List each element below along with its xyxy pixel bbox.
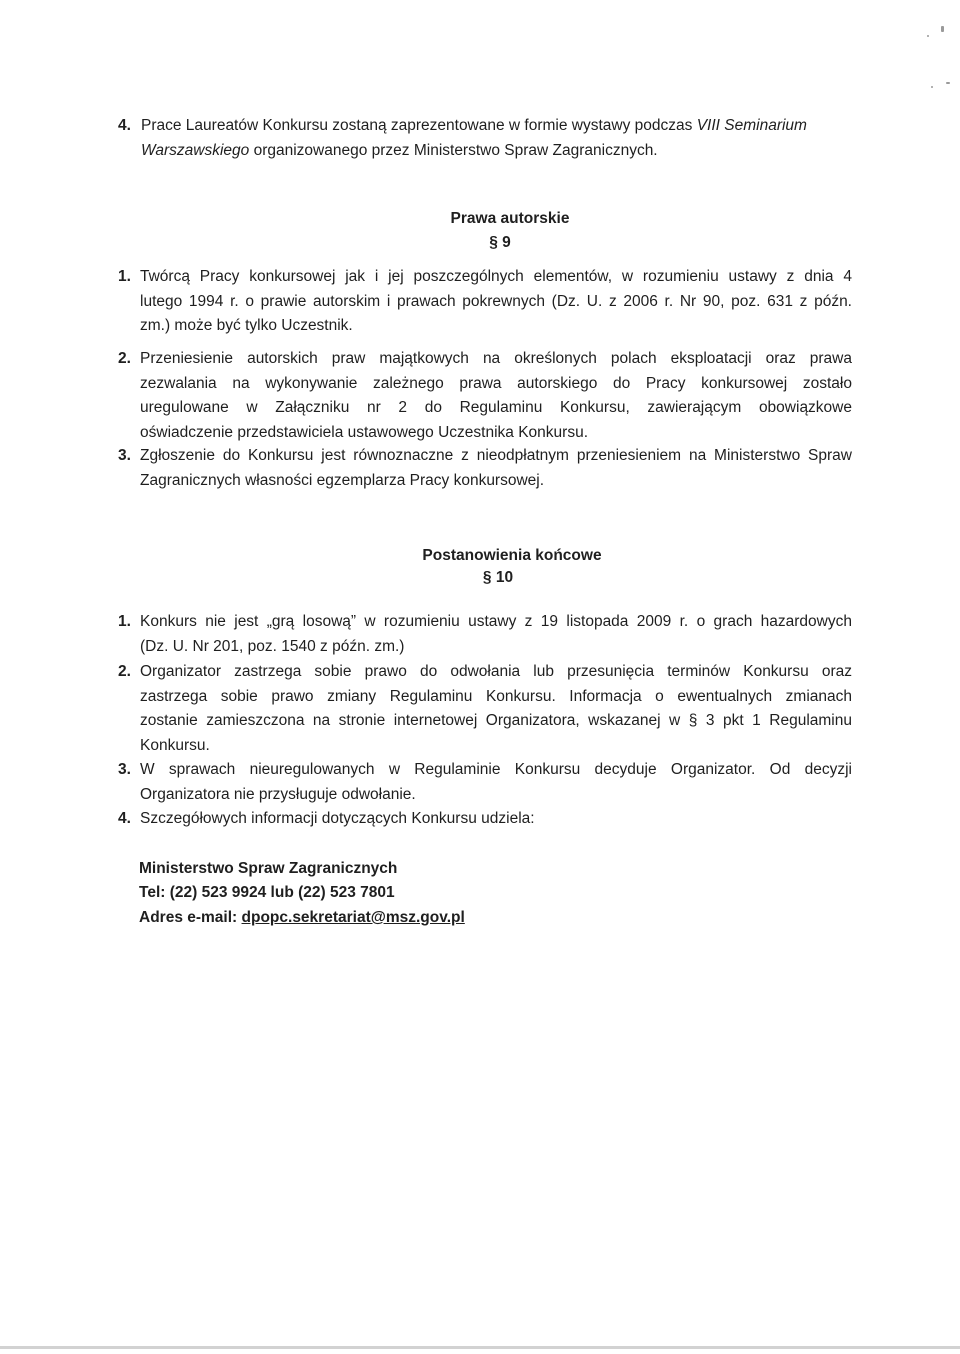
list-item-line: W sprawach nieuregulowanych w Regulaminie Konkursu decyduje Organizator. Od decyzji	[140, 761, 852, 778]
list-item-line: Konkurs nie jest „grą losową” w rozumieniu ustawy z 19 listopada 2009 r. o grach hazardowych	[140, 613, 852, 630]
list-item-line: Twórcą Pracy konkursowej jak i jej poszczególnych elementów, w rozumieniu ustawy z dnia 4	[140, 268, 852, 285]
list-item-line: zastrzega sobie prawo zmiany Regulaminu Konkursu. Informacja o ewentualnych zmianach	[140, 687, 852, 705]
scan-speck	[927, 35, 929, 37]
list-item-line: Zagranicznych własności egzemplarza Pracy konkursowej.	[140, 471, 545, 489]
list-item-line: Konkursu.	[140, 737, 210, 755]
section-paragraph-9: § 9	[489, 234, 511, 251]
list-item-line: Organizator zastrzega sobie prawo do odwołania lub przesunięcia terminów Konkursu oraz	[140, 663, 852, 680]
list-item-number: 2.	[118, 663, 131, 680]
contact-phone: Tel: (22) 523 9924 lub (22) 523 7801	[139, 884, 395, 901]
list-item	[118, 758, 852, 807]
list-item-line: zm.) może być tylko Uczestnik.	[140, 317, 353, 335]
list-item-line: Przeniesienie autorskich praw majątkowych na określonych polach eksploatacji oraz prawa	[140, 350, 852, 367]
list-item-line: Szczegółowych informacji dotyczących Konkursu udziela:	[140, 810, 535, 827]
list-item-number: 3.	[118, 761, 131, 778]
list-item-line: zostanie zamieszczona na stronie internetowej Organizatora, wskazanej w § 3 pkt 1 Regulaminu	[140, 712, 852, 730]
list-item	[118, 347, 852, 446]
seminar-name-cont: Warszawskiego	[141, 141, 250, 159]
list-item	[118, 660, 852, 759]
list-item-number: 3.	[118, 447, 131, 464]
list-item-line: lutego 1994 r. o prawie autorskim i prawach pokrewnych (Dz. U. z 2006 r. Nr 90, poz. 631 z późn.	[140, 292, 852, 310]
contact-email-link[interactable]: dpopc.sekretariat@msz.gov.pl	[241, 909, 465, 926]
seminar-name: VIII Seminarium	[696, 117, 807, 134]
list-item	[118, 265, 852, 339]
list-item-line: zezwalania na wykonywanie zależnego prawa autorskiego do Pracy konkursowej zostało	[140, 374, 852, 392]
contact-email-row	[139, 906, 465, 931]
section-heading-final-provisions: Postanowienia końcowe	[422, 547, 602, 564]
list-item-number: 1.	[118, 268, 131, 285]
list-item-number: 1.	[118, 613, 131, 630]
list-item	[118, 444, 852, 493]
scan-speck	[946, 82, 950, 84]
section-paragraph-10: § 10	[482, 569, 514, 586]
scan-speck	[931, 86, 933, 88]
list-item-number: 2.	[118, 350, 131, 367]
list-item-line: uregulowane w Załączniku nr 2 do Regulaminu Konkursu, zawierającym obowiązkowe	[140, 399, 852, 417]
list-item-number: 4.	[118, 810, 131, 827]
list-item-line: Zgłoszenie do Konkursu jest równoznaczne z nieodpłatnym przeniesieniem na Ministerstwo Spraw	[140, 447, 852, 464]
contact-email-label: Adres e-mail:	[139, 909, 242, 926]
list-item-line: oświadczenie przedstawiciela ustawowego Uczestnika Konkursu.	[140, 424, 589, 442]
list-item	[118, 610, 852, 659]
scan-bottom-edge	[0, 1346, 960, 1349]
list-item-line: Organizatora nie przysługuje odwołanie.	[140, 785, 416, 803]
scan-speck	[941, 26, 944, 32]
list-item-number: 4.	[118, 117, 131, 134]
list-item-4-top	[118, 114, 858, 163]
list-item	[118, 807, 852, 832]
list-item-text: Prace Laureatów Konkursu zostaną zaprezentowane w formie wystawy podczas	[141, 117, 697, 134]
list-item-line: (Dz. U. Nr 201, poz. 1540 z późn. zm.)	[140, 637, 405, 655]
contact-org: Ministerstwo Spraw Zagranicznych	[139, 860, 398, 877]
section-heading-copyright: Prawa autorskie	[450, 210, 570, 227]
list-item-text-cont: organizowanego przez Ministerstwo Spraw Zagranicznych.	[249, 141, 658, 159]
